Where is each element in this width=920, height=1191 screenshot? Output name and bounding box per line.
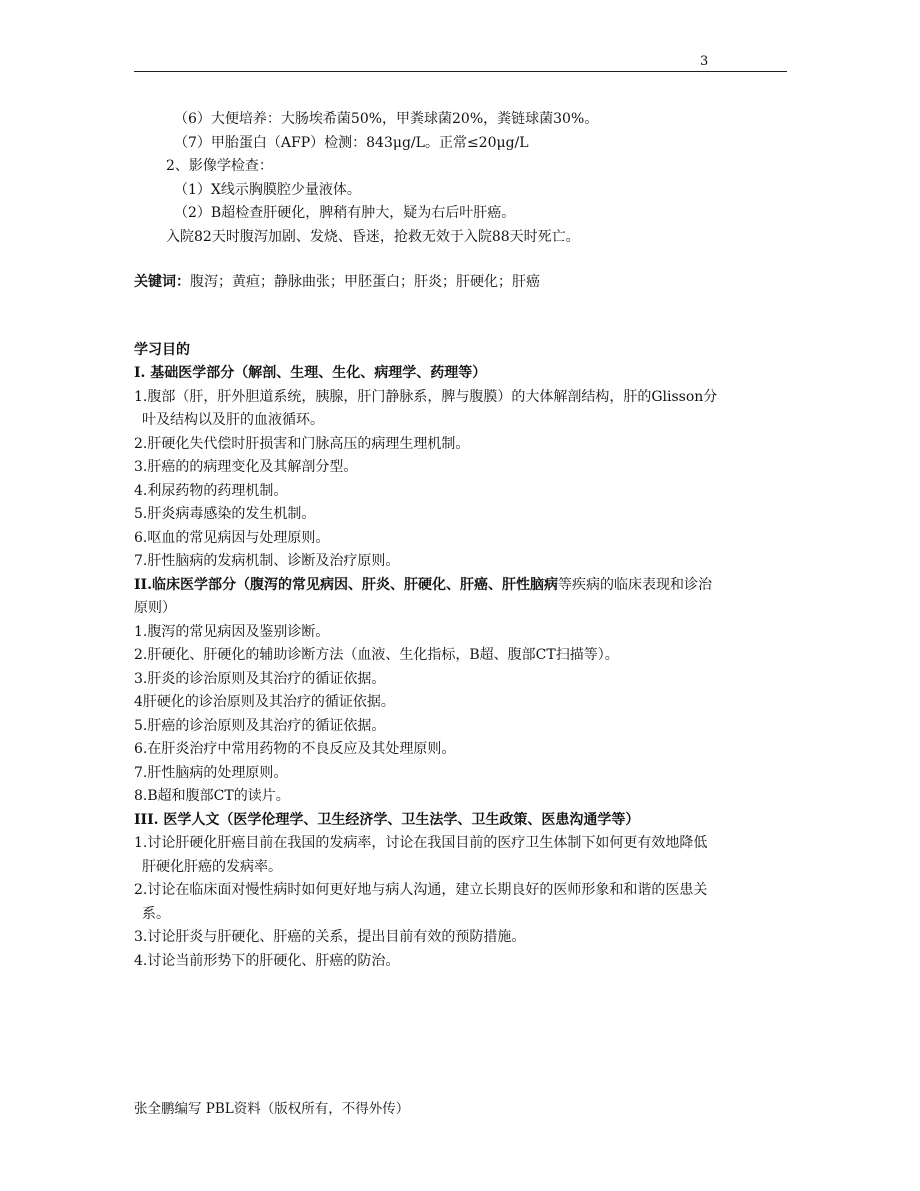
list-item: 6.呕血的常见病因与处理原则。 (134, 529, 330, 546)
section-2-heading-normal: 等疾病的临床表现和诊治 (557, 576, 712, 593)
list-item: 4肝硬化的诊治原则及其治疗的循证依据。 (134, 694, 395, 710)
case-lab-line: （6）大便培养：大肠埃希菌50%，甲粪球菌20%，粪链球菌30%。 (174, 111, 599, 127)
keywords-label: 关键词： (134, 274, 190, 290)
list-item: 1.讨论肝硬化肝癌目前在我国的发病率，讨论在我国目前的医疗卫生体制下如何更有效地降低 (134, 835, 708, 851)
imaging-line: （2）B超检查肝硬化，脾稍有肿大，疑为右后叶肝癌。 (174, 205, 516, 221)
list-item: 4.利尿药物的药理机制。 (134, 482, 288, 499)
list-item: 8.B超和腹部CT的读片。 (134, 788, 290, 804)
page-number: 3 (700, 54, 709, 69)
keywords-text: 腹泻；黄疸；静脉曲张；甲胚蛋白；肝炎；肝硬化；肝癌 (190, 274, 540, 290)
case-outcome: 入院82天时腹泻加剧、发烧、昏迷，抢救无效于入院88天时死亡。 (166, 228, 580, 245)
list-item: 7.肝性脑病的处理原则。 (134, 764, 288, 781)
imaging-line: （1）X线示胸膜腔少量液体。 (174, 181, 361, 198)
section-2-heading-bold: II.临床医学部分（腹泻的常见病因、肝炎、肝硬化、肝癌、肝性脑病 (134, 576, 558, 593)
list-item: 5.肝炎病毒感染的发生机制。 (134, 506, 316, 522)
list-item: 3.肝癌的的病理变化及其解剖分型。 (134, 459, 358, 475)
keywords-line (134, 271, 794, 295)
list-item: 肝硬化肝癌的发病率。 (142, 858, 282, 875)
list-item: 1.腹部（肝，肝外胆道系统，胰腺，肝门静脉系，脾与腹膜）的大体解剖结构，肝的Glisson分 (134, 388, 718, 405)
list-item: 2.肝硬化、肝硬化的辅助诊断方法（血液、生化指标，B超、腹部CT扫描等）。 (134, 647, 619, 663)
imaging-title: 2、影像学检查： (166, 158, 273, 174)
list-item: 5.肝癌的诊治原则及其治疗的循证依据。 (134, 717, 386, 734)
section-3-heading: III. 医学人文（医学伦理学、卫生经济学、卫生法学、卫生政策、医患沟通学等） (134, 811, 640, 828)
list-item: 3.肝炎的诊治原则及其治疗的循证依据。 (134, 670, 386, 687)
list-item: 4.讨论当前形势下的肝硬化、肝癌的防治。 (134, 952, 400, 969)
section-1-heading: I. 基础医学部分（解剖、生理、生化、病理学、药理等） (134, 365, 487, 381)
case-lab-line: （7）甲胎蛋白（AFP）检测：843μg/L。正常≤20μg/L (174, 134, 529, 151)
page-footer: 张全鹏编写 PBL资料（版权所有，不得外传） (134, 1101, 410, 1117)
objectives-title: 学习目的 (134, 341, 190, 358)
list-item: 1.腹泻的常见病因及鉴别诊断。 (134, 623, 330, 640)
list-item: 叶及结构以及肝的血液循环。 (142, 412, 324, 428)
list-item: 2.讨论在临床面对慢性病时如何更好地与病人沟通，建立长期良好的医师形象和和谐的医患关 (134, 882, 708, 898)
list-item: 7.肝性脑病的发病机制、诊断及治疗原则。 (134, 553, 400, 569)
header-rule (134, 71, 787, 72)
list-item: 6.在肝炎治疗中常用药物的不良反应及其处理原则。 (134, 741, 456, 757)
section-2-heading (134, 574, 794, 598)
list-item: 2.肝硬化失代偿时肝损害和门脉高压的病理生理机制。 (134, 435, 470, 452)
list-item: 3.讨论肝炎与肝硬化、肝癌的关系，提出目前有效的预防措施。 (134, 929, 526, 945)
document-body (134, 108, 794, 973)
section-2-heading-cont: 原则） (134, 600, 176, 616)
list-item: 系。 (142, 905, 170, 922)
